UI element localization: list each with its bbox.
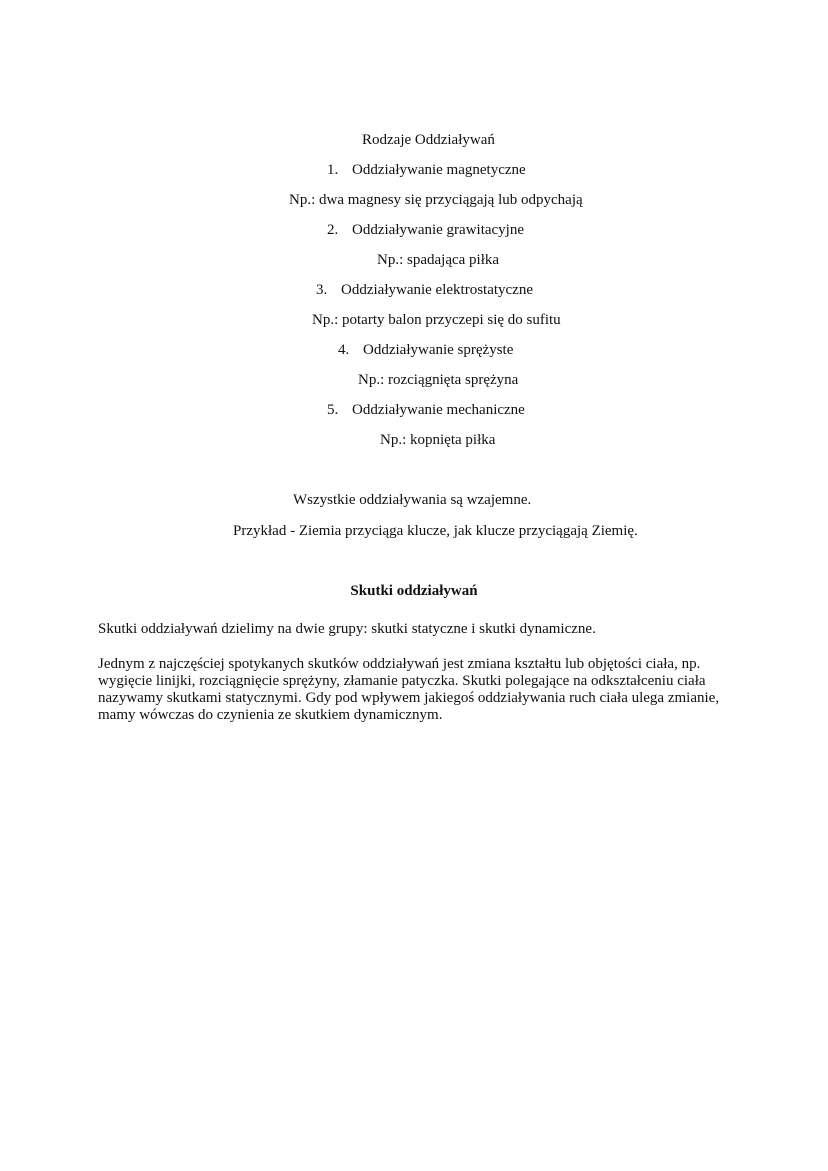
list-item bbox=[327, 221, 524, 239]
list-item bbox=[327, 161, 526, 179]
list-item bbox=[327, 401, 525, 419]
mutual-example: Przykład - Ziemia przyciąga klucze, jak klucze przyciągają Ziemię. bbox=[233, 523, 638, 539]
list-number: 1. bbox=[327, 162, 339, 178]
effects-intro: Skutki oddziaływań dzielimy na dwie grupy: skutki statyczne i skutki dynamiczne. bbox=[98, 621, 596, 637]
list-item-name: Oddziaływanie grawitacyjne bbox=[352, 222, 525, 238]
list-item-example: Np.: spadająca piłka bbox=[377, 252, 500, 268]
list-item bbox=[316, 281, 533, 299]
document-title: Rodzaje Oddziaływań bbox=[362, 132, 495, 148]
list-item-example: Np.: rozciągnięta sprężyna bbox=[358, 372, 519, 388]
list-item-name: Oddziaływanie magnetyczne bbox=[352, 162, 526, 178]
list-item-name: Oddziaływanie elektrostatyczne bbox=[341, 282, 533, 298]
section-heading: Skutki oddziaływań bbox=[350, 583, 478, 599]
list-number: 4. bbox=[338, 342, 350, 358]
list-number: 2. bbox=[327, 222, 339, 238]
list-item-name: Oddziaływanie mechaniczne bbox=[352, 402, 525, 418]
mutual-statement: Wszystkie oddziaływania są wzajemne. bbox=[293, 492, 532, 508]
effects-body: Jednym z najczęściej spotykanych skutków oddziaływań jest zmiana kształtu lub objętości ciała, np. wygięcie linijki, rozciągnięcie sprężyny, złamanie patyczka. Skutki polegające na odkształceniu ciała nazywamy skutkami statycznymi. Gdy pod wpływem jakiegoś oddziaływania ruch ciała ulega zmianie, mamy wówczas do czynienia ze skutkiem dynamicznym. bbox=[98, 656, 720, 723]
list-number: 5. bbox=[327, 402, 339, 418]
list-item-example: Np.: kopnięta piłka bbox=[380, 432, 496, 448]
list-item-example: Np.: potarty balon przyczepi się do sufitu bbox=[312, 312, 561, 328]
list-item-name: Oddziaływanie sprężyste bbox=[363, 342, 514, 358]
list-item bbox=[338, 341, 513, 359]
list-number: 3. bbox=[316, 282, 328, 298]
list-item-example: Np.: dwa magnesy się przyciągają lub odpychają bbox=[289, 192, 583, 208]
